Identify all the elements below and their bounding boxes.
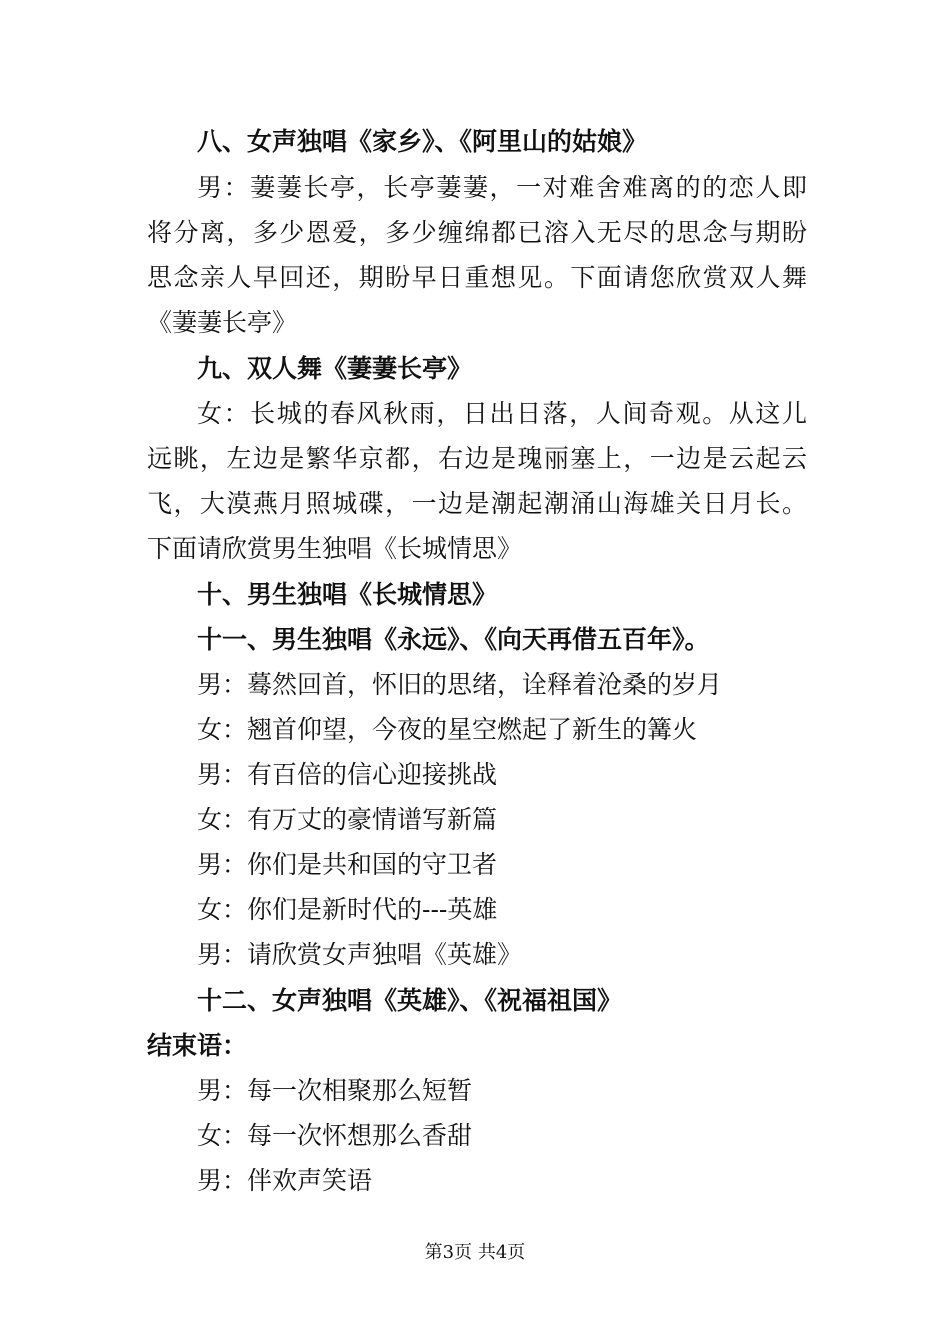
dialogue-line: 男：蓦然回首，怀旧的思绪，诠释着沧桑的岁月 <box>197 670 723 699</box>
section-heading-11: 十一、男生独唱《永远》、《向天再借五百年》。 <box>197 625 710 654</box>
closing-heading: 结束语： <box>147 1031 248 1060</box>
dialogue-line: 男：你们是共和国的守卫者 <box>197 850 498 879</box>
paragraph-line: 远眺，左边是繁华京都，右边是瑰丽塞上，一边是云起云 <box>147 444 807 473</box>
paragraph-line: 《萋萋长亭》 <box>147 308 298 337</box>
closing-line: 女：每一次怀想那么香甜 <box>197 1121 473 1150</box>
section-heading-12: 十二、女声独唱《英雄》、《祝福祖国》 <box>197 986 623 1015</box>
paragraph-line: 下面请欣赏男生独唱《长城情思》 <box>147 534 523 563</box>
paragraph-line: 飞，大漠燕月照城碟，一边是潮起潮涌山海雄关日月长。 <box>147 489 807 518</box>
dialogue-line: 男：有百倍的信心迎接挑战 <box>197 760 498 789</box>
closing-line: 男：伴欢声笑语 <box>197 1166 373 1195</box>
section-heading-10: 十、男生独唱《长城情思》 <box>197 580 498 609</box>
dialogue-line: 女：你们是新时代的---英雄 <box>197 895 498 924</box>
section-heading-8: 八、女声独唱《家乡》、《阿里山的姑娘》 <box>197 127 648 156</box>
dialogue-line: 女：有万丈的豪情谱写新篇 <box>197 805 498 834</box>
closing-line: 男：每一次相聚那么短暂 <box>197 1076 473 1105</box>
dialogue-line: 男：请欣赏女声独唱《英雄》 <box>197 940 523 969</box>
paragraph-line: 男：萋萋长亭，长亭萋萋，一对难舍难离的的恋人即 <box>197 173 807 202</box>
paragraph-line: 将分离，多少恩爱，多少缠绵都已溶入无尽的思念与期盼 <box>147 218 807 247</box>
page-footer: 第3页 共4页 <box>424 1242 526 1263</box>
paragraph-line: 思念亲人早回还，期盼早日重想见。下面请您欣赏双人舞 <box>147 263 807 292</box>
paragraph-line: 女：长城的春风秋雨，日出日落，人间奇观。从这儿 <box>197 399 807 428</box>
section-heading-9: 九、双人舞《萋萋长亭》 <box>197 354 473 383</box>
dialogue-line: 女：翘首仰望，今夜的星空燃起了新生的篝火 <box>197 715 698 744</box>
